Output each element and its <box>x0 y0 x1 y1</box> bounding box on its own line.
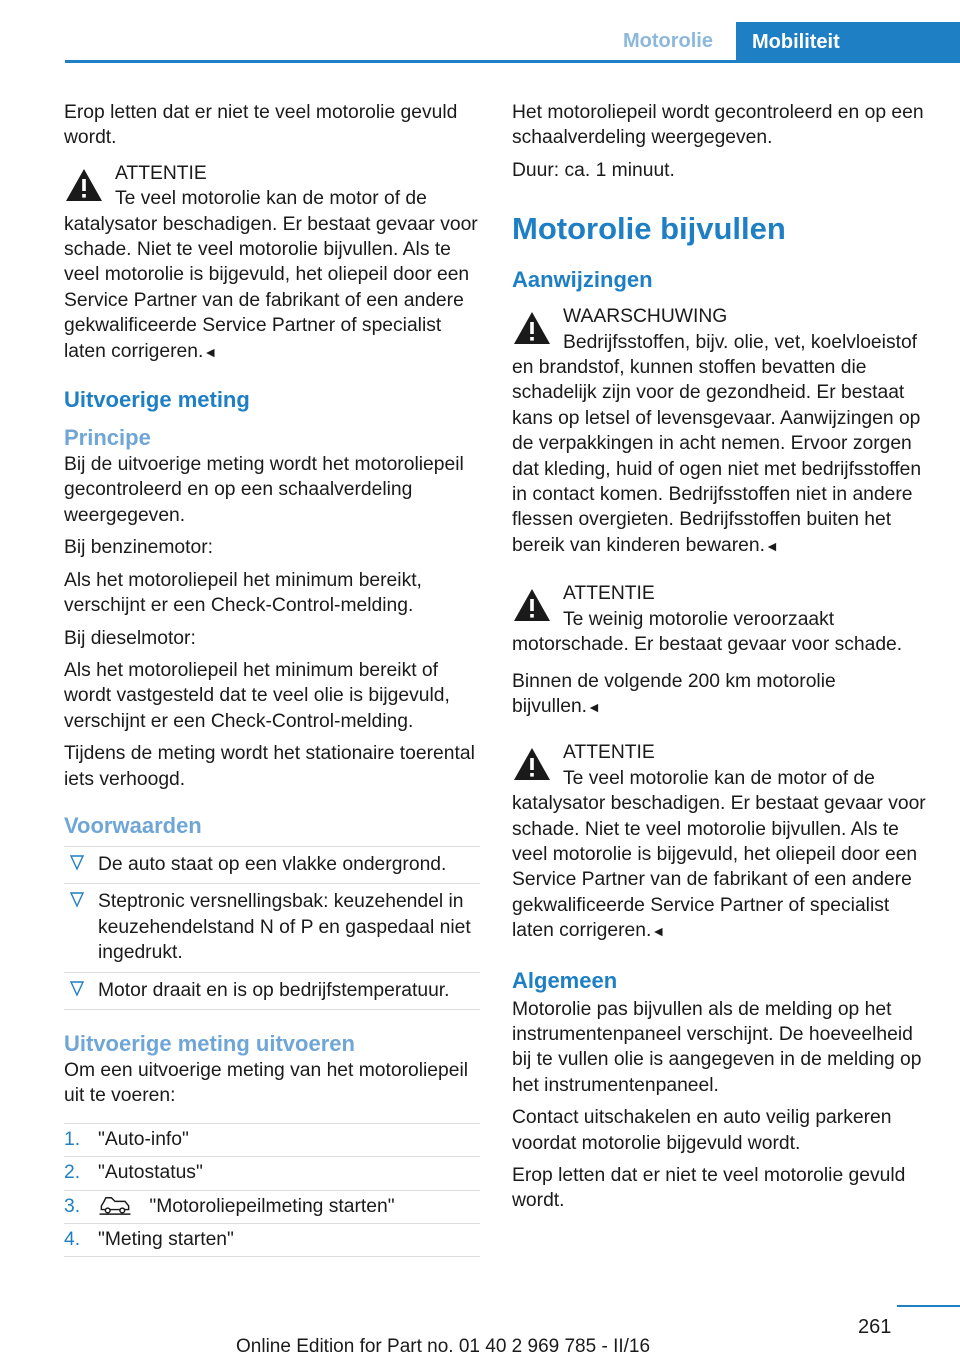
conditions-list <box>64 846 480 1010</box>
diesel-paragraph: Als het motoroliepeil het minimum bereikt of wordt vastgesteld dat te veel olie is bijgevuld, verschijnt er een Check-Control-melding. <box>64 659 450 732</box>
benzine-paragraph: Als het motoroliepeil het minimum bereikt, verschijnt er een Check-Control-melding. <box>64 569 422 617</box>
warning-triangle-icon <box>64 167 104 203</box>
step-number: 3. <box>64 1195 81 1217</box>
attention-box <box>512 581 928 657</box>
heading-uitvoerige-meting: Uitvoerige meting <box>64 387 250 413</box>
end-mark: ◄ <box>764 537 779 554</box>
warning-title: WAARSCHUWING <box>563 306 728 328</box>
heading-algemeen: Algemeen <box>512 967 618 993</box>
header-section-mobiliteit: Mobiliteit <box>736 22 960 63</box>
heading-motorolie-bijvullen: Motorolie bijvullen <box>512 211 786 247</box>
warning-text: Te veel motorolie kan de motor of de katalysator beschadigen. Er bestaat gevaar voor schade. Niet te veel motorolie bijvullen. Als te veel motorolie is bijgevuld, het oliepeil door een Service Partner van de fabrikant of een andere gekwalificeerde Service Partner of specialist laten corrigeren. <box>512 767 926 942</box>
list-item <box>64 973 480 1010</box>
triangle-bullet-icon <box>70 892 84 908</box>
diesel-label: Bij dieselmotor: <box>64 627 196 649</box>
warning-box <box>512 304 928 559</box>
stationair-paragraph: Tijdens de meting wordt het stationaire toerental iets verhoogd. <box>64 743 475 790</box>
step-number: 1. <box>64 1128 81 1150</box>
steps-list <box>64 1123 480 1258</box>
triangle-bullet-icon <box>70 981 84 997</box>
end-mark: ◄ <box>203 343 218 360</box>
heading-voorwaarden: Voorwaarden <box>64 812 202 838</box>
intro-paragraph: Erop letten dat er niet te veel motorolie gevuld wordt. <box>64 102 458 149</box>
step-number: 2. <box>64 1162 81 1184</box>
uitvoeren-paragraph: Om een uitvoerige meting van het motoroliepeil uit te voeren: <box>64 1059 469 1107</box>
warning-title: ATTENTIE <box>115 162 207 184</box>
algemeen-paragraph: Motorolie pas bijvullen als de melding op het instrumentenpaneel verschijnt. De hoeveelheid bij te vullen olie is aangegeven in de melding op het instrumentenpaneel. <box>512 998 922 1096</box>
erop-paragraph: Erop letten dat er niet te veel motorolie gevuld wordt. <box>512 1165 906 1212</box>
schaal-paragraph: Het motoroliepeil wordt gecontroleerd en op een schaalverdeling weergegeven. <box>512 102 924 149</box>
heading-principe: Principe <box>64 425 151 451</box>
warning-title: ATTENTIE <box>563 583 655 605</box>
footer-rule <box>897 1305 960 1307</box>
heading-uitvoerige-meting-uitvoeren: Uitvoerige meting uitvoeren <box>64 1030 355 1056</box>
warning-triangle-icon <box>512 746 552 782</box>
condition-text: Motor draait en is op bedrijfstemperatuur. <box>98 979 450 1001</box>
step-text: "Autostatus" <box>98 1162 203 1184</box>
warning-text: Te weinig motorolie veroorzaakt motorschade. Er bestaat gevaar voor schade. <box>512 608 903 656</box>
list-item <box>64 884 480 972</box>
end-mark: ◄ <box>651 923 666 940</box>
condition-text: De auto staat op een vlakke ondergrond. <box>98 853 447 875</box>
contact-paragraph: Contact uitschakelen en auto veilig parkeren voordat motorolie bijgevuld wordt. <box>512 1107 892 1154</box>
heading-aanwijzingen: Aanwijzingen <box>512 267 653 293</box>
binnen-text: Binnen de volgende 200 km motorolie bijvullen. <box>512 670 836 717</box>
list-item <box>64 847 480 884</box>
warning-text: Bedrijfsstoffen, bijv. olie, vet, koelvloeistof en brandstof, kunnen stoffen bevatten die schadelijk zijn voor de gezondheid. Er bestaat kans op letsel of levensgevaar. Aanwijzingen op de verpakkingen in acht nemen. Ervoor zorgen dat kleding, huid of ogen niet met bedrijfsstoffen in contact komen. Bedrijfsstoffen niet in andere flessen overgieten. Bedrijfsstoffen buiten het bereik van kinderen bewaren. <box>512 331 922 556</box>
list-item <box>64 1124 480 1157</box>
warning-triangle-icon <box>512 310 552 346</box>
principe-paragraph: Bij de uitvoerige meting wordt het motoroliepeil gecontroleerd en op een schaalverdeling weergegeven. <box>64 454 464 526</box>
edition-footer: Online Edition for Part no. 01 40 2 969 785 - II/16 <box>236 1336 651 1357</box>
warning-title: ATTENTIE <box>563 742 655 764</box>
triangle-bullet-icon <box>70 855 84 871</box>
warning-text: Te veel motorolie kan de motor of de katalysator beschadigen. Er bestaat gevaar voor schade. Niet te veel motorolie bijvullen. Als te veel motorolie is bijgevuld, het oliepeil door een Service Partner van de fabrikant of een andere gekwalificeerde Service Partner of specialist laten corrigeren. <box>64 188 478 362</box>
right-column <box>512 100 928 1221</box>
left-column <box>64 100 480 1257</box>
page-number: 261 <box>858 1316 892 1338</box>
attention-box <box>64 161 480 365</box>
end-mark: ◄ <box>587 698 601 715</box>
benzine-label: Bij benzinemotor: <box>64 537 213 559</box>
step-number: 4. <box>64 1229 81 1250</box>
step-text: "Meting starten" <box>98 1229 234 1250</box>
binnen-paragraph <box>512 669 928 721</box>
condition-text: Steptronic versnellingsbak: keuzehendel in keuzehendelstand N of P en gaspedaal niet ingedrukt. <box>98 891 471 964</box>
list-item <box>64 1191 480 1224</box>
list-item <box>64 1157 480 1190</box>
list-item <box>64 1224 480 1257</box>
attention-box <box>512 740 928 944</box>
warning-triangle-icon <box>512 587 552 623</box>
header-section-motorolie: Motorolie <box>623 29 713 52</box>
car-oil-level-icon <box>98 1195 132 1215</box>
step-text: "Motoroliepeilmeting starten" <box>149 1195 395 1217</box>
duur-paragraph: Duur: ca. 1 minuut. <box>512 159 675 181</box>
step-text: "Auto-info" <box>98 1128 189 1150</box>
header-rule <box>65 60 960 63</box>
